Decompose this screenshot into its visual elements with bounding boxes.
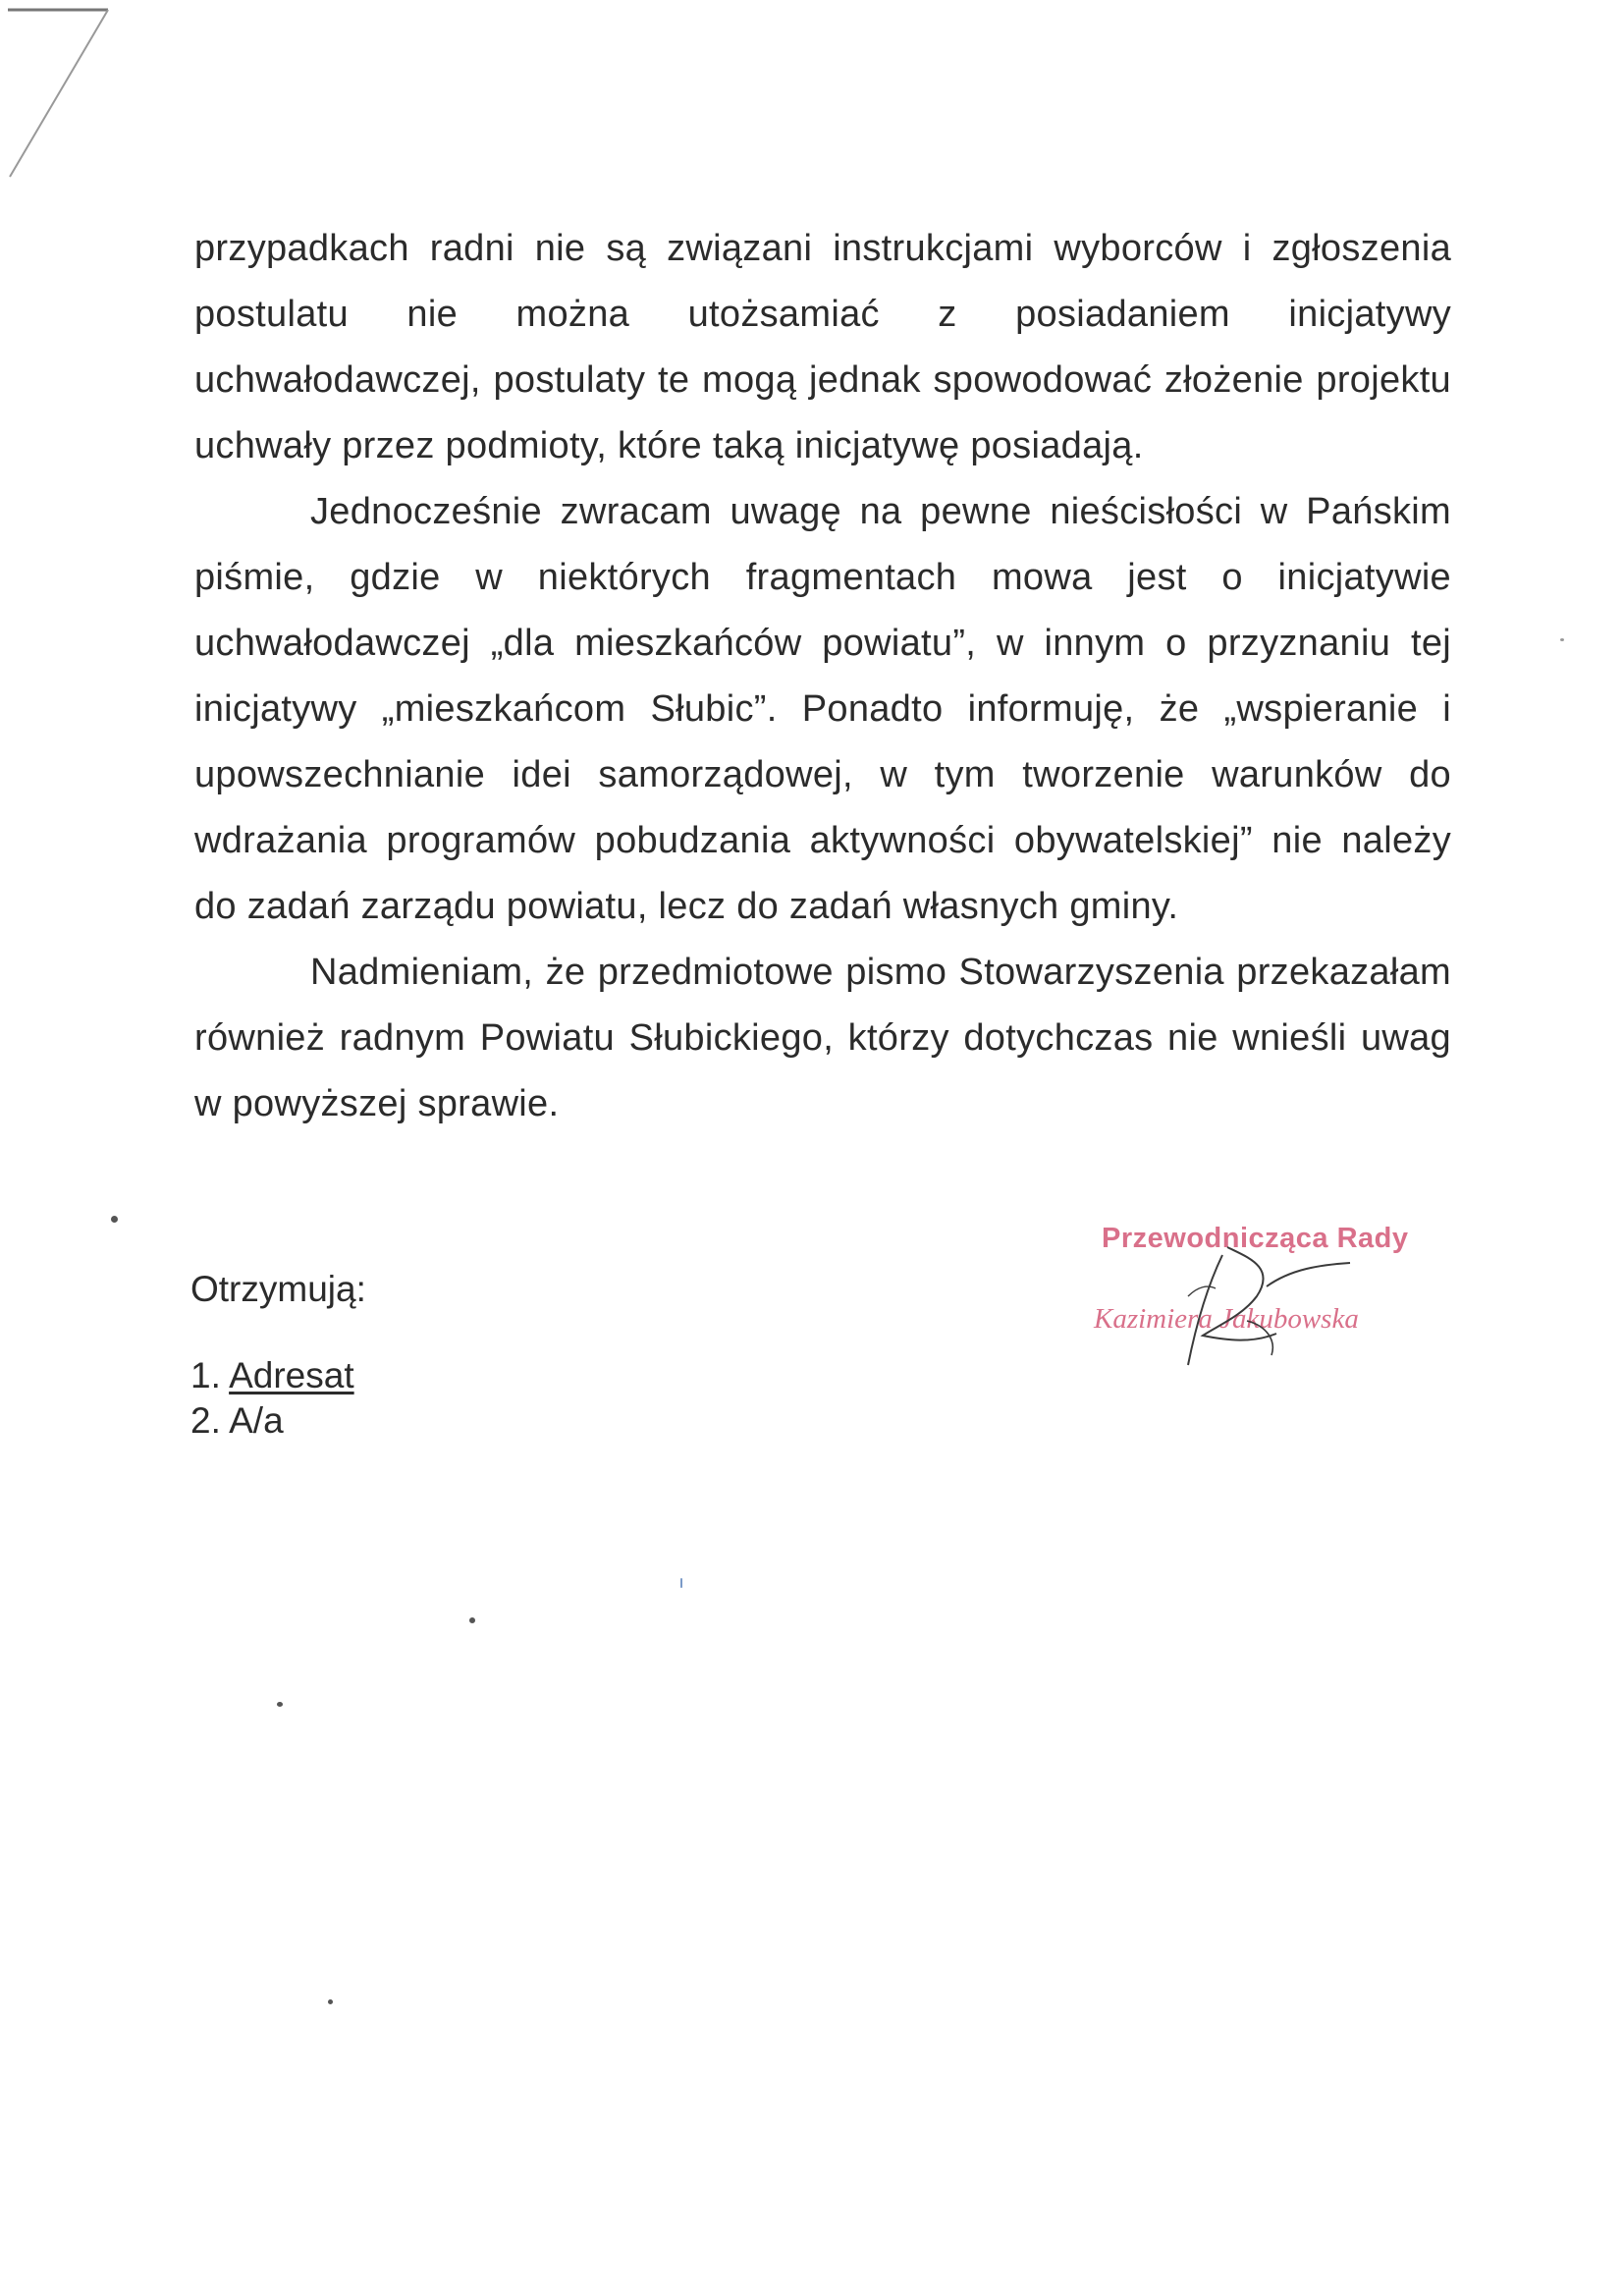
recipient-number: 1. — [190, 1355, 230, 1395]
letter-body — [194, 216, 1451, 1137]
paragraph-1: przypadkach radni nie są związani instrukcjami wyborców i zgłoszenia postulatu nie można utożsamiać z posiadaniem inicjatywy uchwałodawczej, postulaty te mogą jednak spowodować złożenie projektu uchwały przez podmioty, które taką inicjatywę posiadają. — [194, 228, 1451, 466]
stamp-name: Kazimiera Jakubowska — [1094, 1303, 1359, 1335]
scan-speck — [1560, 638, 1564, 641]
recipient-item — [190, 1353, 366, 1398]
recipients-heading: Otrzymują: — [190, 1269, 366, 1309]
scan-speck — [328, 1999, 333, 2004]
paragraph-3: Nadmieniam, że przedmiotowe pismo Stowarzyszenia przekazałam również radnym Powiatu Słubickiego, którzy dotychczas nie wnieśli uwag w powyższej sprawie. — [194, 952, 1451, 1124]
recipients-section — [190, 1267, 366, 1444]
handwritten-signature — [1129, 1228, 1384, 1375]
scan-speck — [680, 1578, 682, 1588]
scan-fold-corner — [0, 0, 118, 187]
stamp-title: Przewodnicząca Rady — [1102, 1223, 1409, 1254]
scan-speck — [469, 1617, 475, 1623]
recipient-label: A/a — [229, 1400, 284, 1441]
recipients-list — [190, 1353, 366, 1444]
paragraph-2: Jednocześnie zwracam uwagę na pewne nieścisłości w Pańskim piśmie, gdzie w niektórych fragmentach mowa jest o inicjatywie uchwałodawczej „dla mieszkańców powiatu”, w innym o przyznaniu tej inicjatywy „mieszkańcom Słubic”. Ponadto informuję, że „wspieranie i upowszechnianie idei samorządowej, w tym tworzenie warunków do wdrażania programów pobudzania aktywności obywatelskiej” nie należy do zadań zarządu powiatu, lecz do zadań własnych gminy. — [194, 491, 1451, 927]
scan-speck — [111, 1216, 118, 1223]
recipient-item — [190, 1398, 366, 1444]
recipient-label: Adresat — [229, 1355, 354, 1395]
scan-speck — [277, 1702, 283, 1707]
recipient-number: 2. — [190, 1400, 230, 1441]
